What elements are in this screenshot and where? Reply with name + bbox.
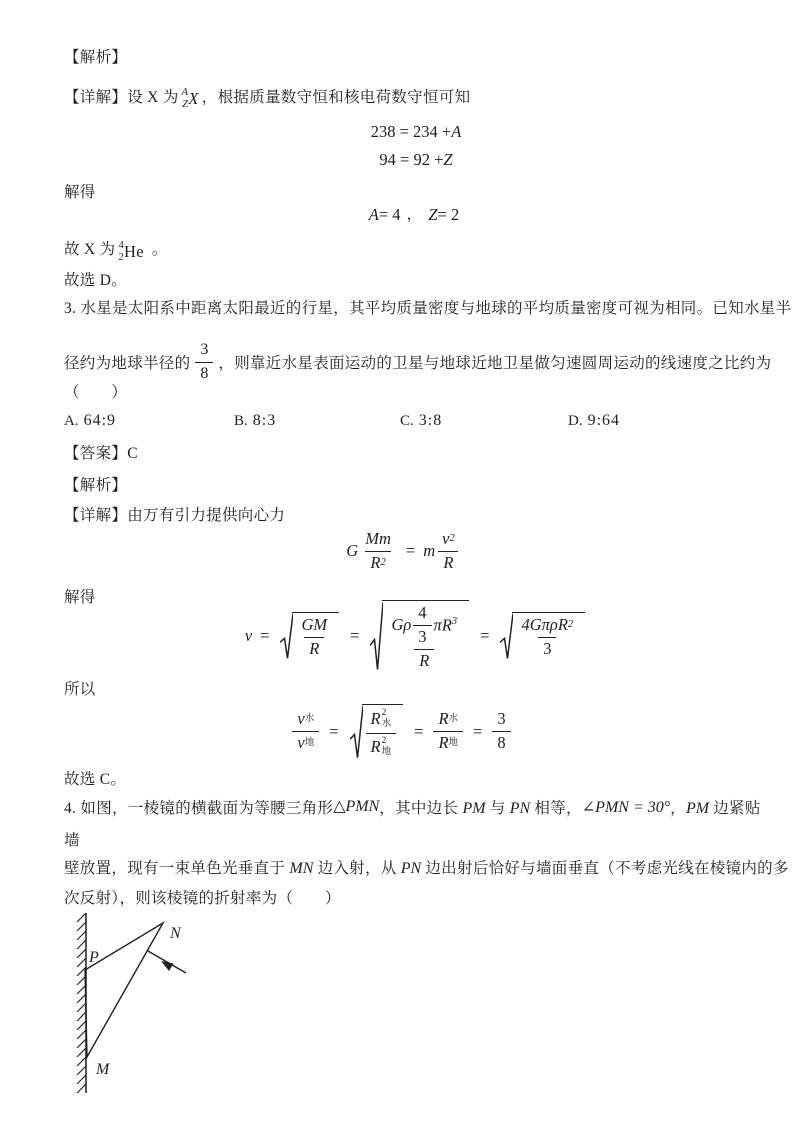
sqrt1-num: GM xyxy=(301,614,328,634)
subscript-mercury: 水 xyxy=(304,714,315,725)
sqrt-radius-ratio: R 2 水 R 2 地 xyxy=(350,704,404,760)
detail-prefix: 【详解】设 X 为 xyxy=(64,89,179,106)
equals-sign: = xyxy=(329,721,339,741)
q4-text: 边紧贴 xyxy=(709,800,761,817)
helium-symbol: He xyxy=(124,241,144,261)
frac-mm-r2 xyxy=(360,530,396,573)
detail-suffix: ，根据质量数守恒和核电荷数守恒可知 xyxy=(201,89,471,106)
equals-sign: = xyxy=(473,721,483,741)
q4-text: 壁放置，现有一束单色光垂直于 xyxy=(64,860,290,877)
side-pn: PN xyxy=(400,860,422,877)
q4-stem-line4: 次反射），则该棱镜的折射率为（ ） xyxy=(64,890,341,907)
analysis-label-q2: 【解析】 xyxy=(64,49,128,66)
q3-line2-suffix: ，则靠近水星表面运动的卫星与地球近地卫星做匀速圆周运动的线速度之比约为 xyxy=(218,355,772,372)
subscript-earth: 地 xyxy=(381,747,392,758)
equation-velocity xyxy=(0,600,800,672)
vertex-label-n: N xyxy=(170,925,181,942)
equals-sign: = xyxy=(414,721,424,741)
q4-text: 边出射后恰好与墙面垂直（不考虑光线在棱镜内的多 xyxy=(421,860,789,877)
eq2-variable: Z xyxy=(443,150,453,169)
ratio-denominator: 8 xyxy=(195,362,213,383)
answer-label-q3: 【答案】C xyxy=(64,445,138,462)
solve-label-q3: 解得 xyxy=(64,589,96,606)
frac-den-r2: R 2 xyxy=(365,551,390,573)
q4-text: 边入射，从 xyxy=(313,860,401,877)
num-3: 3 xyxy=(497,709,506,729)
inner-num-4: 4 xyxy=(418,603,427,622)
option-a-label: A. xyxy=(64,413,79,429)
eq1-variable: A xyxy=(451,122,462,141)
eq2-numbers: 94 = 92 + xyxy=(379,150,444,169)
frac-v2-r xyxy=(437,530,460,573)
q4-text: ，其中边长 xyxy=(379,800,463,817)
sqrt2-num-grho: Gρ xyxy=(391,614,412,634)
answer-choice-q2: 故选 D。 xyxy=(64,272,128,289)
vertex-label-p: P xyxy=(89,949,99,966)
sqrt-final-form xyxy=(500,612,585,660)
result-z-var: Z xyxy=(428,205,438,224)
detail-line-q2 xyxy=(64,88,470,117)
helium-charge-number: 2 xyxy=(118,251,125,263)
prism-diagram xyxy=(58,906,328,1111)
radical-icon xyxy=(370,600,383,672)
sqrt2-num-pir3: $\pi R^3$ xyxy=(433,615,458,635)
frac-three-eighths xyxy=(492,710,510,753)
radical-icon xyxy=(500,612,513,660)
frac-den-r: R xyxy=(438,551,458,573)
option-a-value: 64:9 xyxy=(83,412,117,429)
ratio-three-eighths xyxy=(195,341,213,383)
ratio-numerator: 3 xyxy=(200,341,209,359)
q4-text: 4. 如图，一棱镜的横截面为等腰三角形 xyxy=(64,800,334,817)
q3-stem-line1: 3. 水星是太阳系中距离太阳最近的行星，其平均质量密度与地球的平均质量密度可视为相同。已知水星半 xyxy=(64,300,792,317)
option-d xyxy=(568,412,620,430)
q4-stem-line3 xyxy=(64,859,789,879)
radical-icon xyxy=(350,704,363,760)
result-z-val: = 2 xyxy=(437,205,460,224)
frac-num-mm: Mm xyxy=(365,529,391,548)
side-mn: MN xyxy=(289,860,314,877)
helium-mass-number: 4 xyxy=(118,240,125,251)
velocity-v: v xyxy=(244,625,253,645)
option-c-label: C. xyxy=(400,413,414,429)
q4-text: 相等， xyxy=(530,800,582,817)
sqrt3-den: 3 xyxy=(538,637,556,659)
radical-icon xyxy=(280,612,293,660)
q4-text: 与 xyxy=(485,800,510,817)
equation-charge-number xyxy=(0,150,800,170)
gravity-constant: G xyxy=(346,541,359,561)
mass-m: m xyxy=(423,541,436,561)
answer-choice-q3: 故选 C。 xyxy=(64,771,127,788)
nuclide-helium xyxy=(118,240,143,263)
analysis-label-q3: 【解析】 xyxy=(64,477,128,494)
option-c xyxy=(400,412,442,430)
superscript-2: 2 xyxy=(381,735,387,746)
side-pm: PM xyxy=(685,800,710,817)
frac-v-ratio: v 水 v 地 xyxy=(292,710,319,753)
option-d-value: 9:64 xyxy=(587,412,621,429)
option-b-label: B. xyxy=(234,413,248,429)
eq1-numbers: 238 = 234 + xyxy=(370,122,452,141)
therefore-label: 所以 xyxy=(64,681,96,698)
option-c-value: 3:8 xyxy=(418,412,443,429)
sqrt3-num: 4GπρR 2 xyxy=(521,614,574,634)
q3-options-row xyxy=(64,412,764,434)
side-pn: PN xyxy=(509,800,531,817)
mass-number-a: A xyxy=(181,87,189,98)
equals-sign: = xyxy=(260,625,270,645)
q4-stem-line2: 墙 xyxy=(64,832,80,849)
result-separator: ， xyxy=(406,206,423,223)
sqrt2-den-r: R xyxy=(414,649,434,671)
nuclide-x xyxy=(182,87,199,110)
side-pm: PM xyxy=(462,800,486,817)
detail-line-q3: 【详解】由万有引力提供向心力 xyxy=(64,507,286,524)
equation-mass-number xyxy=(0,122,800,142)
sqrt-gm-over-r xyxy=(280,612,339,660)
q3-stem-line2 xyxy=(64,328,772,382)
subscript-earth: 地 xyxy=(304,738,315,749)
option-a xyxy=(64,412,116,430)
den-8: 8 xyxy=(492,731,510,753)
equals-sign: = xyxy=(480,625,490,645)
option-b xyxy=(234,412,276,430)
result-a-var: A xyxy=(368,205,379,224)
conclusion-prefix: 故 X 为 xyxy=(64,241,116,258)
subscript-mercury: 水 xyxy=(448,714,459,725)
equation-result-az xyxy=(0,205,800,225)
option-b-value: 8:3 xyxy=(252,412,277,429)
option-d-label: D. xyxy=(568,413,583,429)
q3-answer-blank: （ ） xyxy=(64,384,128,401)
incident-ray xyxy=(148,951,186,973)
superscript-2: 2 xyxy=(381,708,387,718)
solve-label-q2: 解得 xyxy=(64,184,96,201)
frac-num-v2: v 2 xyxy=(442,529,455,548)
inner-den-3: 3 xyxy=(413,625,431,647)
prism-triangle xyxy=(85,923,163,1057)
subscript-earth: 地 xyxy=(448,738,459,749)
frac-r-ratio: R 水 R 地 xyxy=(433,710,463,753)
q3-line2-prefix: 径约为地球半径的 xyxy=(64,355,191,372)
q4-text: ， xyxy=(670,800,686,817)
equation-gravity xyxy=(0,530,800,573)
triangle-pmn: △PMN xyxy=(333,798,380,815)
wall-hatching xyxy=(76,913,86,1093)
angle-pmn-30: ∠PMN = 30° xyxy=(581,799,671,816)
nuclide-symbol: X xyxy=(188,88,199,108)
subscript-mercury: 水 xyxy=(381,719,392,730)
equals-sign: = xyxy=(350,625,360,645)
equals-sign: = xyxy=(405,541,416,561)
sqrt-density-form xyxy=(370,600,469,672)
sqrt1-den: R xyxy=(304,637,324,659)
charge-number-z: Z xyxy=(182,98,189,110)
frac-four-thirds xyxy=(413,604,431,647)
vertex-label-m: M xyxy=(96,1061,110,1078)
conclusion-period: 。 xyxy=(151,241,168,258)
conclusion-line-q2 xyxy=(64,240,168,269)
ray-arrowhead-icon xyxy=(161,961,174,971)
q4-stem-line1 xyxy=(64,799,761,819)
result-a-val: = 4 xyxy=(378,205,401,224)
equation-velocity-ratio xyxy=(0,704,800,760)
